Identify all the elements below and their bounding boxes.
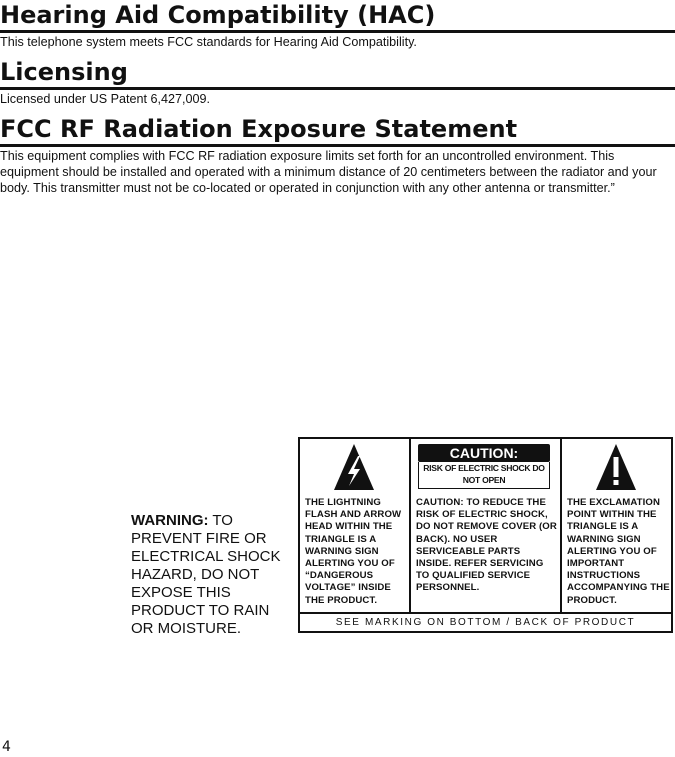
warning-body: TO PREVENT FIRE OR ELECTRICAL SHOCK HAZARD, DO NOT EXPOSE THIS PRODUCT TO RAIN OR MOISTURE. <box>131 512 281 637</box>
caution-explanation: CAUTION: TO REDUCE THE RISK OF ELECTRIC SHOCK, DO NOT REMOVE COVER (OR BACK). NO USER SERVICEABLE PARTS INSIDE. REFER SERVICING TO QUALIFIED SERVICE PERSONNEL. <box>416 497 557 594</box>
moisture-warning <box>131 512 291 638</box>
section-licensing-heading: Licensing <box>0 58 675 90</box>
caution-label-box <box>298 437 673 633</box>
warning-label: WARNING: <box>131 512 209 529</box>
caution-title: CAUTION: <box>418 444 550 462</box>
page-number: 4 <box>2 739 11 755</box>
section-fcc-text: This equipment complies with FCC RF radiation exposure limits set forth for an uncontrolled environment. This equipment should be installed and operated with a minimum distance of 20 centimeters between the radiator and your body. This transmitter must not be co-located or operated in conjunction with any other antenna or transmitter.” <box>0 149 657 195</box>
section-fcc-heading: FCC RF Radiation Exposure Statement <box>0 115 675 147</box>
lightning-warning-triangle-icon <box>332 442 376 492</box>
exclamation-warning-triangle-icon <box>594 442 638 492</box>
lightning-explanation: THE LIGHTNING FLASH AND ARROW HEAD WITHIN THE TRIANGLE IS A WARNING SIGN ALERTING YOU OF “DANGEROUS VOLTAGE” INSIDE THE PRODUCT. <box>305 497 402 606</box>
marking-footer: SEE MARKING ON BOTTOM / BACK OF PRODUCT <box>300 612 671 631</box>
section-licensing-text: Licensed under US Patent 6,427,009. <box>0 92 211 106</box>
lightning-column <box>300 439 411 612</box>
caution-subtitle: RISK OF ELECTRIC SHOCK DO NOT OPEN <box>418 462 550 489</box>
caution-column <box>411 439 562 612</box>
section-hac-text: This telephone system meets FCC standards for Hearing Aid Compatibility. <box>0 35 417 49</box>
exclamation-column <box>562 439 673 612</box>
section-hac-heading: Hearing Aid Compatibility (HAC) <box>0 1 675 33</box>
exclamation-explanation: THE EXCLAMATION POINT WITHIN THE TRIANGLE IS A WARNING SIGN ALERTING YOU OF IMPORTANT INSTRUCTIONS ACCOMPANYING THE PRODUCT. <box>567 497 670 606</box>
